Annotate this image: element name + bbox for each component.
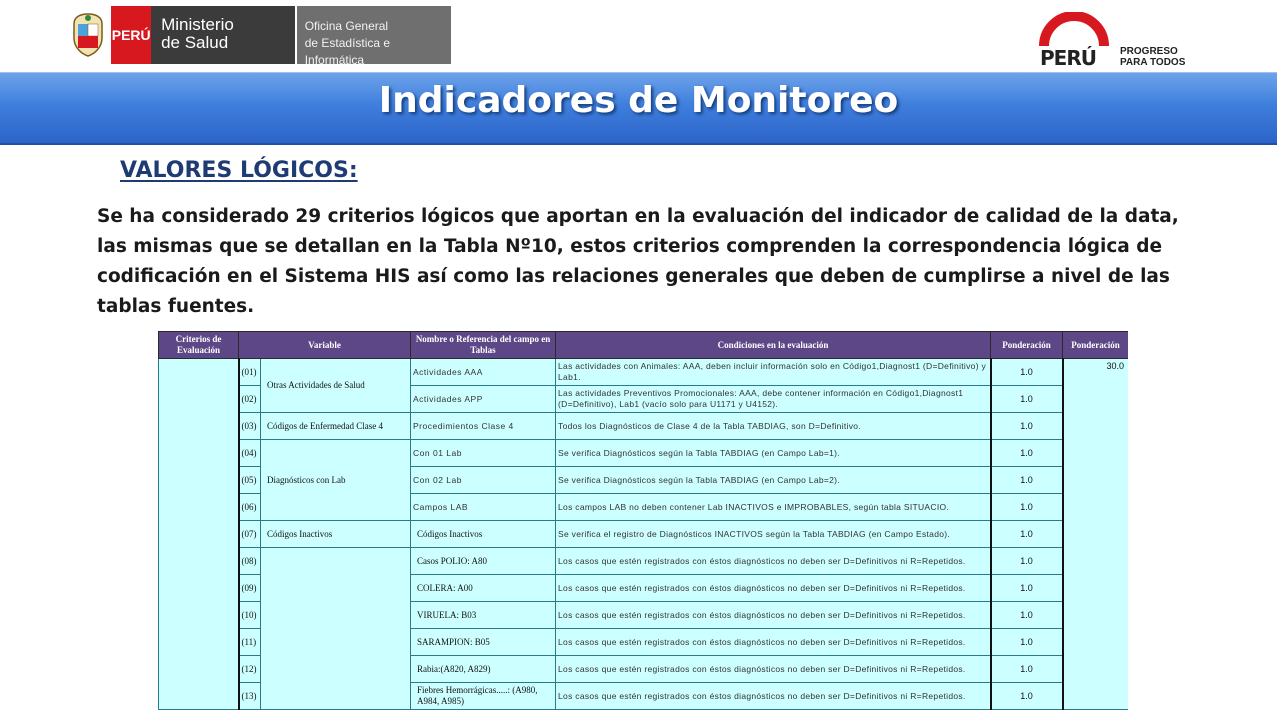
ref-cell: Campos LAB [411, 494, 556, 521]
row-code: (01) [239, 359, 261, 386]
header-ponderacion-total: Ponderación [1063, 332, 1128, 359]
ref-cell: SARAMPION: B05 [411, 629, 556, 656]
weight-cell: 1.0 [991, 359, 1063, 386]
ref-cell: Con 01 Lab [411, 440, 556, 467]
ref-cell: Rabia:(A820, A829) [411, 656, 556, 683]
row-code: (06) [239, 494, 261, 521]
header-referencia: Nombre o Referencia del campo en Tablas [411, 332, 556, 359]
page-title: Indicadores de Monitoreo [378, 80, 899, 121]
condition-cell: Los casos que estén registrados con éstos diagnósticos no deben ser D=Definitivos ni R=Repetidos. [556, 656, 991, 683]
criterio-cell [159, 359, 239, 710]
row-code: (02) [239, 386, 261, 413]
row-code: (11) [239, 629, 261, 656]
weight-cell: 1.0 [991, 548, 1063, 575]
oficina-name [297, 6, 451, 67]
ministerio-name [151, 6, 297, 64]
weight-cell: 1.0 [991, 683, 1063, 710]
weight-cell: 1.0 [991, 575, 1063, 602]
header-condiciones: Condiciones en la evaluación [556, 332, 991, 359]
row-code: (13) [239, 683, 261, 710]
condition-cell: Los casos que estén registrados con éstos diagnósticos no deben ser D=Definitivos ni R=Repetidos. [556, 602, 991, 629]
variable-cell: Otras Actividades de Salud [261, 359, 411, 413]
group-weight-cell: 30.0 [1063, 359, 1128, 710]
table-row [159, 359, 1129, 386]
ref-cell: VIRUELA: B03 [411, 602, 556, 629]
row-code: (10) [239, 602, 261, 629]
peru-brand-mark: PERÚ [111, 6, 151, 64]
weight-cell: 1.0 [991, 521, 1063, 548]
condition-cell: Los casos que estén registrados con éstos diagnósticos no deben ser D=Definitivos ni R=Repetidos. [556, 683, 991, 710]
row-code: (05) [239, 467, 261, 494]
weight-cell: 1.0 [991, 467, 1063, 494]
row-code: (03) [239, 413, 261, 440]
condition-cell: Se verifica Diagnósticos según la Tabla TABDIAG (en Campo Lab=1). [556, 440, 991, 467]
intro-paragraph: Se ha considerado 29 criterios lógicos que aportan en la evaluación del indicador de calidad de la data, las mismas que se detallan en la Tabla Nº10, estos criterios comprenden la correspondencia lógica de codificación en el Sistema HIS así como las relaciones generales que deben de cumplirse a nivel de las tablas fuentes. [97, 206, 1179, 317]
weight-cell: 1.0 [991, 602, 1063, 629]
header-criterios: Criterios de Evaluación [159, 332, 239, 359]
row-code: (08) [239, 548, 261, 575]
ref-cell: Fiebres Hemorrágicas.....: (A980, A984, A985) [411, 683, 556, 710]
ministerio-line1: Ministerio [161, 15, 234, 34]
minsa-logo [66, 6, 451, 67]
row-code: (07) [239, 521, 261, 548]
ref-cell: Códigos Inactivos [411, 521, 556, 548]
table-row [159, 548, 1129, 575]
ref-cell: Actividades AAA [411, 359, 556, 386]
criteria-table [158, 331, 1128, 710]
condition-cell: Las actividades Preventivos Promocionales: AAA, debe contener información en Código1,Diagnost1 (D=Definitivo), Lab1 (vacío solo para U1171 y U4152). [556, 386, 991, 413]
variable-cell-empty [261, 548, 411, 710]
weight-cell: 1.0 [991, 629, 1063, 656]
coat-of-arms-icon [66, 6, 109, 64]
row-code: (12) [239, 656, 261, 683]
condition-cell: Las actividades con Animales: AAA, deben incluir información solo en Código1,Diagnost1 (D=Definitivo) y Lab1. [556, 359, 991, 386]
ref-cell: COLERA: A00 [411, 575, 556, 602]
condition-cell: Los campos LAB no deben contener Lab INACTIVOS e IMPROBABLES, según tabla SITUACIO. [556, 494, 991, 521]
ref-cell: Casos POLIO: A80 [411, 548, 556, 575]
variable-cell: Códigos de Enfermedad Clase 4 [261, 413, 411, 440]
row-code: (09) [239, 575, 261, 602]
header-variable: Variable [239, 332, 411, 359]
row-code: (04) [239, 440, 261, 467]
ppt-slogan-line2: PARA TODOS [1120, 57, 1186, 68]
ref-cell: Actividades APP [411, 386, 556, 413]
table-header-row [159, 332, 1129, 359]
peru-progreso-logo [1038, 12, 1198, 72]
ppt-slogan [1120, 46, 1185, 68]
condition-cell: Los casos que estén registrados con éstos diagnósticos no deben ser D=Definitivos ni R=Repetidos. [556, 575, 991, 602]
section-subtitle: VALORES LÓGICOS: [120, 158, 358, 183]
ref-cell: Procedimientos Clase 4 [411, 413, 556, 440]
weight-cell: 1.0 [991, 386, 1063, 413]
condition-cell: Los casos que estén registrados con éstos diagnósticos no deben ser D=Definitivos ni R=Repetidos. [556, 548, 991, 575]
oficina-line1: Oficina General [304, 19, 389, 33]
condition-cell: Los casos que estén registrados con éstos diagnósticos no deben ser D=Definitivos ni R=Repetidos. [556, 629, 991, 656]
ppt-slogan-line1: PROGRESO [1120, 46, 1178, 57]
table-row [159, 521, 1129, 548]
condition-cell: Se verifica el registro de Diagnósticos INACTIVOS según la Tabla TABDIAG (en Campo Estado). [556, 521, 991, 548]
ppt-peru-text: PERÚ [1040, 46, 1096, 70]
header-ponderacion: Ponderación [991, 332, 1063, 359]
variable-cell: Diagnósticos con Lab [261, 440, 411, 521]
ref-cell: Con 02 Lab [411, 467, 556, 494]
weight-cell: 1.0 [991, 656, 1063, 683]
condition-cell: Se verifica Diagnósticos según la Tabla TABDIAG (en Campo Lab=2). [556, 467, 991, 494]
oficina-line2: de Estadística e Informática [304, 36, 391, 67]
condition-cell: Todos los Diagnósticos de Clase 4 de la Tabla TABDIAG, son D=Definitivo. [556, 413, 991, 440]
table-row [159, 440, 1129, 467]
weight-cell: 1.0 [991, 440, 1063, 467]
weight-cell: 1.0 [991, 494, 1063, 521]
criteria-table-container [158, 331, 1128, 720]
table-row [159, 413, 1129, 440]
variable-cell: Códigos Inactivos [261, 521, 411, 548]
ministerio-line2: de Salud [161, 33, 229, 52]
weight-cell: 1.0 [991, 413, 1063, 440]
